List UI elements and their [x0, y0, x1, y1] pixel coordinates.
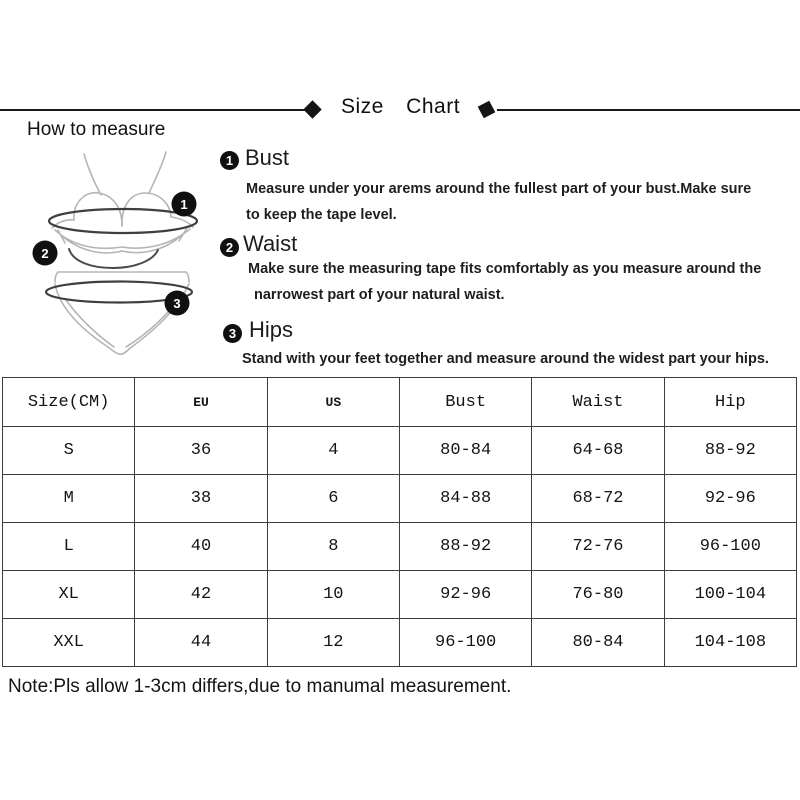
table-header-row	[3, 378, 797, 427]
table-cell: 76-80	[532, 571, 664, 619]
table-cell: 96-100	[664, 523, 796, 571]
table-cell: 64-68	[532, 427, 664, 475]
table-row	[3, 427, 797, 475]
diamond-icon	[478, 101, 496, 119]
table-cell: 36	[135, 427, 267, 475]
section-badge-hips: 3	[223, 324, 242, 343]
title-rule-right	[497, 109, 800, 111]
table-cell: L	[3, 523, 135, 571]
body-line: narrowest part of your natural waist.	[254, 287, 505, 303]
illustration-badge-1	[172, 192, 197, 217]
measurement-note: Note:Pls allow 1-3cm differs,due to manumal measurement.	[8, 676, 512, 697]
table-header-cell: EU	[135, 378, 267, 427]
section-body-hips	[242, 346, 769, 372]
table-cell: S	[3, 427, 135, 475]
table-cell: 72-76	[532, 523, 664, 571]
table-header-cell: Size(CM)	[3, 378, 135, 427]
section-body-waist	[248, 256, 761, 308]
table-cell: 80-84	[532, 619, 664, 667]
measurement-illustration	[22, 150, 222, 362]
table-cell: 92-96	[664, 475, 796, 523]
table-cell: 12	[267, 619, 399, 667]
diamond-icon	[303, 100, 321, 118]
badge-number: 2	[41, 246, 49, 261]
table-header-cell: Bust	[399, 378, 531, 427]
body-line: Stand with your feet together and measure around the widest part your hips.	[242, 351, 769, 367]
table-cell: 80-84	[399, 427, 531, 475]
section-heading-hips: Hips	[249, 317, 294, 342]
badge-number: 3	[173, 296, 181, 311]
table-cell: 10	[267, 571, 399, 619]
table-cell: XL	[3, 571, 135, 619]
table-cell: 92-96	[399, 571, 531, 619]
body-line: Make sure the measuring tape fits comfortably as you measure around the	[248, 261, 762, 277]
illustration-badge-2	[33, 241, 58, 266]
table-cell: 68-72	[532, 475, 664, 523]
table-header-cell: US	[267, 378, 399, 427]
body-line: to keep the tape level.	[246, 207, 397, 223]
table-cell: 88-92	[664, 427, 796, 475]
table-cell: 42	[135, 571, 267, 619]
table-cell: 96-100	[399, 619, 531, 667]
table-row	[3, 571, 797, 619]
body-line: Measure under your arems around the fullest part of your bust.Make sure	[246, 181, 752, 197]
badge-number: 1	[180, 197, 188, 212]
size-table	[2, 377, 797, 667]
table-cell: 104-108	[664, 619, 796, 667]
illustration-badge-3	[165, 291, 190, 316]
table-header-cell: Waist	[532, 378, 664, 427]
table-cell: XXL	[3, 619, 135, 667]
table-cell: 38	[135, 475, 267, 523]
table-cell: M	[3, 475, 135, 523]
table-cell: 88-92	[399, 523, 531, 571]
table-row	[3, 523, 797, 571]
section-heading-bust: Bust	[245, 145, 290, 170]
page-title: Size Chart	[341, 95, 461, 118]
section-body-bust	[246, 176, 751, 228]
title-rule-left	[0, 109, 305, 111]
table-row	[3, 475, 797, 523]
table-row	[3, 619, 797, 667]
table-cell: 100-104	[664, 571, 796, 619]
table-cell: 4	[267, 427, 399, 475]
section-heading-waist: Waist	[243, 231, 298, 256]
table-cell: 40	[135, 523, 267, 571]
table-cell: 8	[267, 523, 399, 571]
section-badge-waist: 2	[220, 238, 239, 257]
table-header-cell: Hip	[664, 378, 796, 427]
table-cell: 44	[135, 619, 267, 667]
how-to-measure-heading: How to measure	[27, 119, 166, 140]
section-badge-bust: 1	[220, 151, 239, 170]
table-cell: 84-88	[399, 475, 531, 523]
table-cell: 6	[267, 475, 399, 523]
